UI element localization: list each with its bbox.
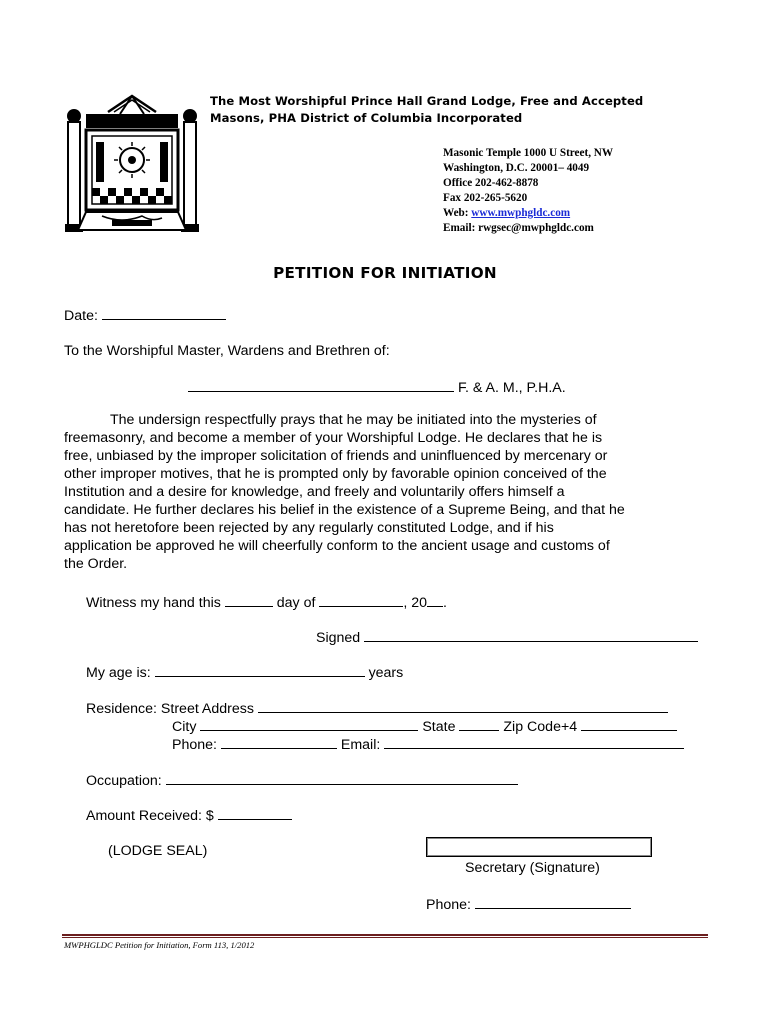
office-phone: Office 202-462-8878 (443, 177, 539, 189)
witness-row (86, 592, 447, 612)
secretary-phone-row (426, 894, 631, 914)
city-row (172, 716, 677, 736)
address-line2: Washington, D.C. 20001– 4049 (443, 162, 590, 174)
age-row (86, 662, 403, 682)
masonic-lodge-emblem-icon (62, 92, 202, 237)
city-label: City (172, 719, 197, 735)
contact-block (443, 146, 613, 236)
paragraph-line: free, unbiased by the improper solicitation of friends and uninfluenced by mercenary or (64, 448, 608, 464)
occupation-label: Occupation: (86, 773, 162, 789)
occupation-row (86, 770, 518, 790)
zip-label: Zip Code+4 (503, 719, 578, 735)
footer-rule (62, 934, 708, 936)
state-label: State (422, 719, 456, 735)
amount-label: Amount Received: $ (86, 808, 214, 824)
secretary-signature-box[interactable] (426, 837, 652, 857)
web-label: Web: (443, 207, 472, 219)
state-field[interactable] (459, 716, 499, 731)
signed-row (316, 627, 698, 647)
email-label: Email: (340, 737, 381, 753)
organization-name-line1: The Most Worshipful Prince Hall Grand Lodge, Free and Accepted (210, 94, 644, 108)
secretary-label: Secretary (Signature) (465, 860, 600, 876)
amount-field[interactable] (218, 805, 292, 820)
residence-label: Residence: Street Address (86, 701, 254, 717)
secretary-phone-field[interactable] (475, 894, 631, 909)
age-field[interactable] (155, 662, 365, 677)
zip-field[interactable] (581, 716, 677, 731)
phone-field[interactable] (221, 734, 337, 749)
witness-year-label: , 20 (403, 595, 428, 611)
web-row (443, 206, 613, 221)
paragraph-line: the Order. (64, 556, 128, 572)
paragraph-line: freemasonry, and become a member of your Worshipful Lodge. He declares that he is (64, 430, 603, 446)
date-row (64, 305, 226, 325)
paragraph-line: application be approved he will cheerfully conform to the ancient usage and customs of (64, 538, 610, 554)
fax-number: Fax 202-265-5620 (443, 192, 528, 204)
date-label: Date: (64, 308, 98, 324)
form-title: PETITION FOR INITIATION (273, 264, 497, 282)
witness-year-field[interactable] (427, 592, 443, 607)
salutation: To the Worshipful Master, Wardens and Brethren of: (64, 343, 390, 359)
paragraph-line: candidate. He further declares his belief in the existence of a Supreme Being, and that he (64, 502, 625, 518)
petition-paragraph (64, 411, 714, 573)
lodge-name-field[interactable] (188, 377, 454, 392)
paragraph-line: Institution and a desire for knowledge, and freely and voluntarily offers himself a (64, 484, 565, 500)
city-field[interactable] (200, 716, 418, 731)
signature-field[interactable] (364, 627, 698, 642)
lodge-row (188, 377, 566, 397)
paragraph-line: has not heretofore been rejected by any regularly constituted Lodge, and if his (64, 520, 554, 536)
lodge-suffix: F. & A. M., P.H.A. (457, 380, 566, 396)
email-field[interactable] (384, 734, 684, 749)
occupation-field[interactable] (166, 770, 518, 785)
footer-rule-thin (62, 937, 708, 938)
secretary-phone-label: Phone: (426, 897, 471, 913)
organization-name (210, 93, 690, 127)
footer-text: MWPHGLDC Petition for Initiation, Form 113, 1/2012 (64, 940, 255, 950)
address-line1: Masonic Temple 1000 U Street, NW (443, 147, 614, 159)
organization-name-line2: Masons, PHA District of Columbia Incorporated (210, 111, 523, 125)
street-address-field[interactable] (258, 698, 668, 713)
lodge-seal-label: (LODGE SEAL) (108, 843, 208, 859)
phone-email-row (172, 734, 684, 754)
witness-day-label: day of (276, 595, 316, 611)
email-address: Email: rwgsec@mwphgldc.com (443, 222, 594, 234)
witness-label: Witness my hand this (86, 595, 221, 611)
witness-end: . (443, 595, 447, 611)
paragraph-line: The undersign respectfully prays that he may be initiated into the mysteries of (110, 412, 597, 428)
date-field[interactable] (102, 305, 226, 320)
residence-row (86, 698, 668, 718)
phone-label: Phone: (172, 737, 217, 753)
age-suffix: years (368, 665, 404, 681)
amount-row (86, 805, 292, 825)
signed-label: Signed (316, 630, 361, 646)
age-label: My age is: (86, 665, 151, 681)
witness-day-field[interactable] (225, 592, 273, 607)
witness-month-field[interactable] (319, 592, 403, 607)
website-link[interactable]: www.mwphgldc.com (471, 207, 571, 219)
paragraph-line: other improper motives, that he is prompted only by favorable opinion conceived of the (64, 466, 607, 482)
